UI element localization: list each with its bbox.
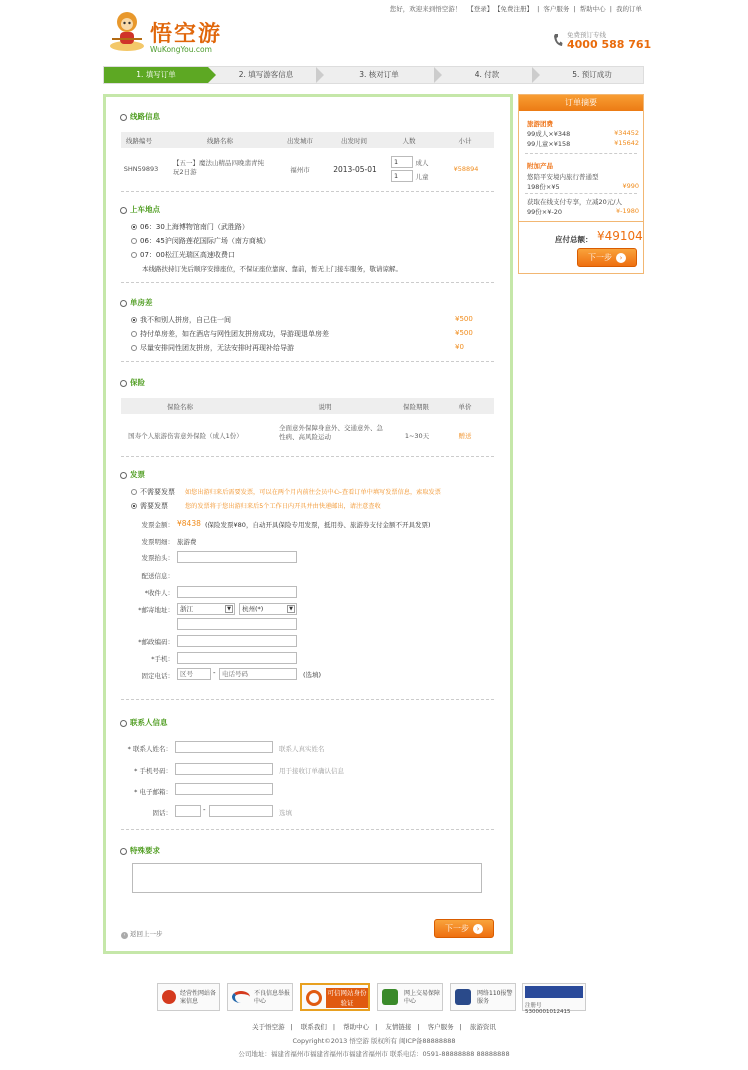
footer-address: 公司地址：福建省福州市福建省福州市福建省福州市 联系电话：0591-88888888 88888888 <box>238 1050 510 1058</box>
mobile-label: *手机： <box>151 655 174 663</box>
invoice-header-label: 发票抬头： <box>141 554 174 562</box>
no-invoice-label: 不需要发票 <box>140 488 175 496</box>
dash-separator: - <box>213 669 216 677</box>
route-col-subtotal: 小计 <box>458 137 472 145</box>
badge-label: 注册号5300001012415 <box>525 1003 571 1015</box>
contact-email-input[interactable] <box>175 783 273 795</box>
progress-steps <box>103 66 644 84</box>
pickup-section-title: 上车地点 <box>120 204 160 215</box>
hotline-number: 4000 588 761 <box>567 38 652 51</box>
need-invoice-note: 您的发票将于您出游归来后5个工作日内开具并由快递邮出，请注意查收 <box>185 503 381 510</box>
badge-label: 网络110报警服务 <box>477 990 513 1005</box>
order-summary <box>518 94 644 274</box>
pickup-option-1[interactable] <box>131 222 249 232</box>
summary-adult-row <box>527 129 639 138</box>
step-arrow <box>208 67 216 83</box>
service-link[interactable]: 客户服务 <box>543 5 570 13</box>
contact-area-code-input[interactable] <box>175 805 201 817</box>
special-section-title: 特殊要求 <box>120 845 160 856</box>
need-invoice-option[interactable] <box>131 501 168 511</box>
arrow-right-icon: › <box>616 253 626 263</box>
pickup-option-label: 07：00松江光瑞区高速收费口 <box>140 251 235 259</box>
contact-phone-input[interactable] <box>209 805 273 817</box>
my-orders-link[interactable]: 我的订单 <box>616 5 642 13</box>
delivery-label: 配送信息： <box>141 572 174 580</box>
adult-count-input[interactable]: 1 <box>391 156 413 168</box>
footer-links: 关于悟空游 | 联系我们 | 帮助中心 | 友情链接 | 客户服务 | 旅游资讯 <box>252 1023 496 1031</box>
summary-child-row <box>527 139 639 148</box>
child-label: 儿童 <box>415 173 429 181</box>
shield-icon <box>382 989 398 1005</box>
radio-icon <box>131 252 137 258</box>
radio-icon <box>131 238 137 244</box>
zip-label: *邮政编码： <box>138 638 174 646</box>
badge-label: 不良信息举报中心 <box>254 990 291 1005</box>
contact-name-input[interactable] <box>175 741 273 753</box>
invoice-amount-note: (保险发票¥80，自动开具保险专用发票，抵用券、旅游券支付金额不开具发票) <box>205 521 431 529</box>
contact-mobile-input[interactable] <box>175 763 273 775</box>
pickup-option-3[interactable] <box>131 250 235 260</box>
contact-phone-label: 固话： <box>152 809 172 817</box>
phone-icon <box>553 33 563 47</box>
route-col-code: 线路编号 <box>126 137 152 145</box>
insurance-desc: 全面意外保障身意外、交通意外、急性病、高风险运动 <box>279 424 383 441</box>
province-select[interactable] <box>177 603 235 615</box>
badge-label: 可信网站身份验证 <box>327 989 367 1007</box>
badge-report[interactable] <box>227 983 293 1011</box>
single-room-section-title: 单房差 <box>120 297 153 308</box>
child-count-input[interactable]: 1 <box>391 170 413 182</box>
back-arrow-icon: ‹ <box>121 932 128 939</box>
divider <box>525 193 637 194</box>
next-button[interactable] <box>434 919 494 938</box>
invoice-detail-label: 发票明细： <box>141 538 174 546</box>
phone-number-input[interactable]: 电话号码 <box>219 668 297 680</box>
brand-name: 悟空游 <box>150 21 223 47</box>
route-date: 2013-05-01 <box>333 165 377 174</box>
route-code: SHN59893 <box>123 165 159 173</box>
insurance-period: 1~30天 <box>404 432 430 440</box>
radio-icon <box>131 317 137 323</box>
insurance-price: 赠送 <box>458 432 472 440</box>
contact-name-hint: 联系人真实姓名 <box>279 745 325 753</box>
insurance-col-price: 单价 <box>458 403 472 411</box>
contact-section-title: 联系人信息 <box>120 717 168 728</box>
back-label: 返回上一步 <box>130 930 163 938</box>
badge-registration[interactable] <box>522 983 586 1015</box>
divider <box>121 361 494 362</box>
invoice-amount: ¥8438 <box>177 519 201 528</box>
summary-adult-total: ¥34452 <box>614 129 639 137</box>
welcome-text: 您好，欢迎来到悟空游！ <box>389 5 462 13</box>
summary-next-label: 下一步 <box>588 253 612 262</box>
no-invoice-note: 如您出游归来后需要发票，可以在两个月内前往会员中心-查看订单中填写发票信息，索取发票 <box>185 489 441 496</box>
insurance-col-name: 保险名称 <box>167 403 193 411</box>
city-value: 杭州(*) <box>242 605 264 613</box>
footer-link-help[interactable]: 帮助中心 <box>343 1023 370 1031</box>
step-arrow <box>316 67 324 83</box>
summary-total-label: 应付总额： <box>555 235 593 244</box>
single-room-option-label: 尽量安排同性团友拼房，无法安排时再现补给导游 <box>140 344 294 352</box>
summary-coupon-row <box>527 207 639 216</box>
badge-trusted[interactable] <box>300 983 370 1011</box>
summary-coupon-line: 99份×¥-20 <box>527 208 562 216</box>
invoice-header-input[interactable] <box>177 551 297 563</box>
footer-link-service[interactable]: 客户服务 <box>427 1023 454 1031</box>
city-select[interactable] <box>239 603 297 615</box>
next-label: 下一步 <box>445 924 469 933</box>
badge-icp[interactable] <box>157 983 220 1011</box>
invoice-section-title: 发票 <box>120 469 145 480</box>
optional-hint: (选填) <box>303 671 322 679</box>
badge-trade[interactable] <box>377 983 443 1011</box>
insurance-col-desc: 说明 <box>318 403 332 411</box>
footer-link-contact[interactable]: 联系我们 <box>300 1023 327 1031</box>
badge-label: 网上交易保障中心 <box>404 990 441 1005</box>
step-3: 3. 核对订单 <box>359 70 399 79</box>
brand-domain: WuKongYou.com <box>150 45 212 54</box>
summary-addon-title: 附加产品 <box>527 162 553 170</box>
invoice-amount-label: 发票金额： <box>141 521 174 529</box>
single-room-option-3[interactable] <box>131 343 294 353</box>
summary-coupon-total: ¥-1980 <box>615 207 639 215</box>
chevron-down-icon: ▼ <box>225 605 233 613</box>
radio-icon <box>131 224 137 230</box>
single-room-price-2: ¥500 <box>455 329 473 337</box>
police-emblem-icon <box>162 990 176 1004</box>
route-col-name: 线路名称 <box>207 137 233 145</box>
invoice-detail: 旅游费 <box>177 538 197 546</box>
footer-link-friends[interactable]: 友情链接 <box>385 1023 412 1031</box>
address-label: *邮寄地址： <box>138 606 174 614</box>
pickup-note: 本线路扶持订先后顺序安排座位，不保证座位靠窗、靠前，暂无上门接车服务，敬请谅解。 <box>142 265 402 273</box>
pickup-option-label: 06：30上海博物馆南门（武胜路） <box>140 223 249 231</box>
landline-label: 固定电话： <box>141 672 174 680</box>
route-section-title: 线路信息 <box>120 111 160 122</box>
trusted-site-icon <box>306 990 322 1006</box>
recipient-input[interactable] <box>177 586 297 598</box>
single-room-option-label: 持付单房差，如在酒店与网性团友拼房成功，导游现退单房差 <box>140 330 329 338</box>
zip-input[interactable] <box>177 635 297 647</box>
route-name[interactable]: 【五一】魔法山精品四晚翡青纯玩2日游 <box>173 159 264 176</box>
contact-email-label: * 电子邮箱： <box>134 788 172 796</box>
need-invoice-label: 需要发票 <box>140 502 168 510</box>
pickup-option-label: 06：45沪闵路莲花国际广场（南方商城） <box>140 237 270 245</box>
radio-icon <box>131 331 137 337</box>
badge-label: 经营性网站备案信息 <box>180 990 217 1005</box>
route-col-date: 出发时间 <box>341 137 367 145</box>
mobile-input[interactable] <box>177 652 297 664</box>
footer-copyright: Copyright©2013 悟空游 版权所有 闽ICP备88888888 <box>292 1037 456 1045</box>
back-link[interactable] <box>121 929 163 939</box>
step-arrow <box>532 67 540 83</box>
step-5: 5. 预订成功 <box>572 70 612 79</box>
divider <box>525 153 637 154</box>
insurance-name[interactable]: 国寿个人旅游伤害意外保险（成人1份） <box>128 432 243 440</box>
no-invoice-option[interactable] <box>131 487 175 497</box>
hotline-label: 免费预订专线 <box>567 31 606 39</box>
register-link[interactable]: 【免费注册】 <box>497 5 534 13</box>
summary-addon-row <box>527 182 639 191</box>
route-col-people: 人数 <box>402 137 416 145</box>
summary-total: ¥49104 <box>597 229 643 243</box>
single-room-price-1: ¥500 <box>455 315 473 323</box>
single-room-option-1[interactable] <box>131 315 231 325</box>
contact-phone-hint: 选填 <box>279 809 292 817</box>
divider <box>121 829 494 830</box>
summary-next-button[interactable] <box>577 248 637 267</box>
arrow-right-icon: › <box>473 924 483 934</box>
radio-icon <box>131 503 137 509</box>
dash-separator: - <box>203 806 206 814</box>
summary-coupon-name: 获取在线支付专享，立减20元/人 <box>527 198 622 206</box>
login-link[interactable]: 【登录】 <box>467 5 494 13</box>
chevron-down-icon: ▼ <box>287 605 295 613</box>
step-1: 1. 填写订单 <box>104 67 208 83</box>
province-value: 浙江 <box>180 605 193 613</box>
step-4: 4. 付款 <box>474 70 500 79</box>
step-arrow <box>434 67 442 83</box>
contact-name-label: * 联系人姓名： <box>127 745 172 753</box>
route-city: 福州市 <box>290 166 310 174</box>
divider <box>121 699 494 700</box>
divider <box>121 191 494 192</box>
summary-addon-line: 198份×¥5 <box>527 183 560 191</box>
monkey-logo-icon[interactable] <box>108 8 146 52</box>
pickup-option-2[interactable] <box>131 236 270 246</box>
single-room-option-2[interactable] <box>131 329 329 339</box>
single-room-option-label: 我不和别人拼房，自己住一间 <box>140 316 231 324</box>
divider <box>519 221 643 222</box>
contact-mobile-label: * 手机号码： <box>134 767 172 775</box>
summary-adult-line: 99成人×¥348 <box>527 130 571 138</box>
registration-emblem-icon <box>525 986 583 998</box>
summary-child-line: 99儿童×¥158 <box>527 140 571 148</box>
address-detail-input[interactable] <box>177 618 297 630</box>
summary-child-total: ¥15642 <box>614 139 639 147</box>
insurance-section-title: 保险 <box>120 377 145 388</box>
recipient-label: *收件人： <box>144 589 174 597</box>
single-room-price-3: ¥0 <box>455 343 464 351</box>
top-nav: 您好，欢迎来到悟空游！ 【登录】 【免费注册】 | 客户服务 | 帮助中心 | 我的订单 <box>389 5 642 13</box>
area-code-input[interactable]: 区号 <box>177 668 211 680</box>
radio-icon <box>131 489 137 495</box>
help-link[interactable]: 帮助中心 <box>579 5 606 13</box>
summary-group-title: 旅游团费 <box>527 120 553 128</box>
summary-addon-total: ¥990 <box>622 182 639 190</box>
footer-link-news[interactable]: 旅游资讯 <box>469 1023 496 1031</box>
insurance-col-period: 保险期限 <box>403 403 429 411</box>
report-center-icon <box>232 991 250 1003</box>
adult-label: 成人 <box>415 159 429 167</box>
police-icon <box>455 989 471 1005</box>
summary-title: 订单摘要 <box>519 95 643 111</box>
footer-link-about[interactable]: 关于悟空游 <box>252 1023 285 1031</box>
route-col-city: 出发城市 <box>287 137 313 145</box>
summary-addon-name: 悠陪平安境内旅行普通型 <box>527 173 599 181</box>
contact-mobile-hint: 用于接收订单确认信息 <box>279 767 344 775</box>
route-subtotal: ¥58894 <box>453 165 479 173</box>
divider <box>121 282 494 283</box>
divider <box>121 456 494 457</box>
step-2: 2. 填写游客信息 <box>238 70 294 79</box>
special-request-textarea[interactable] <box>132 863 482 893</box>
radio-icon <box>131 345 137 351</box>
badge-110[interactable] <box>450 983 516 1011</box>
